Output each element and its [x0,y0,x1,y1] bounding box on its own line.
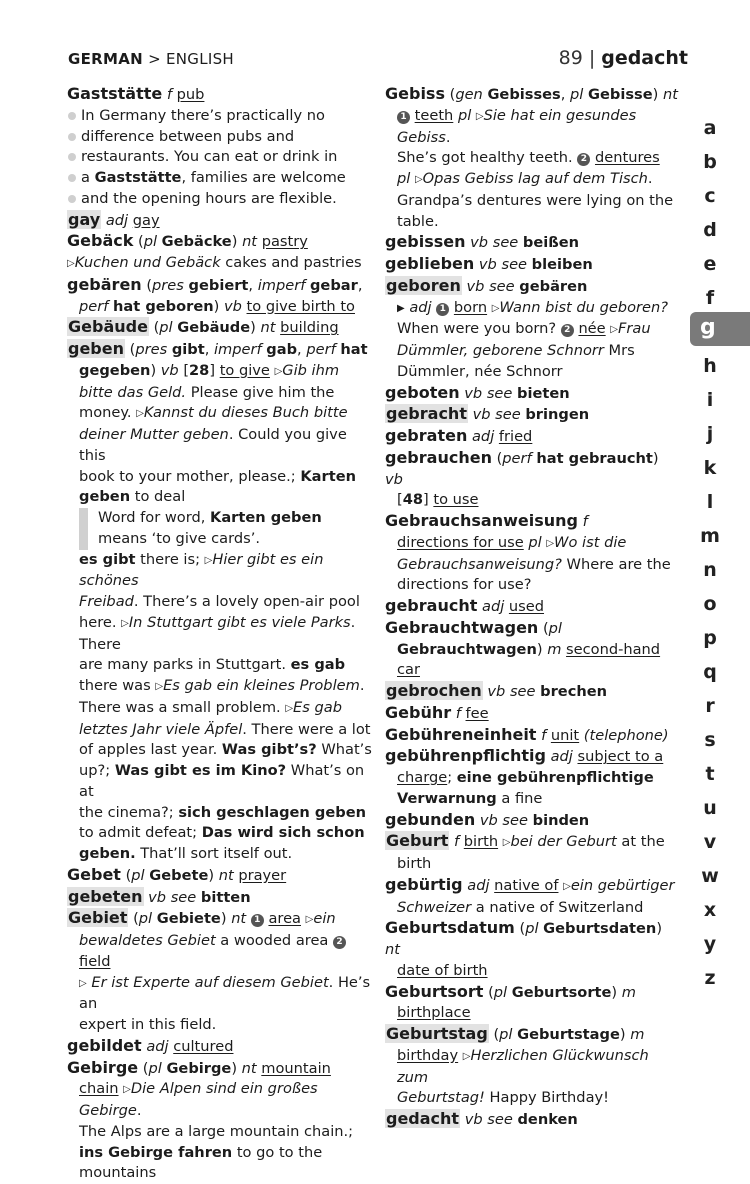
entry-gebuehreneinheit: Gebühreneinheit f unit (telephone) [385,725,681,747]
entry-gebaeck: Gebäck (pl Gebäcke) nt pastry ▷Kuchen und Gebäck cakes and pastries [67,231,373,275]
alphabet-letter-f[interactable]: f [690,287,730,309]
entry-gebrochen: gebrochen vb see brechen [385,681,681,703]
alphabet-letter-l[interactable]: l [690,491,730,513]
alphabet-letter-e[interactable]: e [690,253,730,275]
dictionary-column-right [385,84,681,1131]
entry-gebaeude: Gebäude (pl Gebäude) nt building [67,317,373,339]
alphabet-letter-o[interactable]: o [690,593,730,615]
alphabet-letter-j[interactable]: j [690,423,730,445]
entry-gebeten: gebeten vb see bitten [67,887,373,909]
header-language-direction: GERMAN > ENGLISH [68,50,234,68]
entry-geblieben: geblieben vb see bleiben [385,254,681,276]
alphabet-letter-z[interactable]: z [690,967,730,989]
entry-gebrauchtwagen: Gebrauchtwagen (pl Gebrauchtwagen) m second-hand car [385,618,681,681]
entry-gebiss: Gebiss (gen Gebisses, pl Gebisse) nt 1 teeth pl ▷Sie hat ein gesundes Gebiss. She’s got healthy teeth. 2 dentures pl ▷Opas Gebiss lag auf dem Tisch. Grandpa’s dentures were lying on the table. [385,84,681,232]
alphabet-letter-b[interactable]: b [690,151,730,173]
entry-gebildet: gebildet adj cultured [67,1036,373,1058]
alphabet-letter-m[interactable]: m [690,525,730,547]
culture-note: In Germany there’s practically no difference between pubs and restaurants. You can eat or drink in a Gaststätte, families are welcome and the opening hours are flexible. [67,106,373,210]
entry-geburtsort: Geburtsort (pl Geburtsorte) m birthplace [385,982,681,1025]
alphabet-letter-s[interactable]: s [690,729,730,751]
entry-gebissen: gebissen vb see beißen [385,232,681,254]
entry-geburt: Geburt f birth ▷bei der Geburt at the birth [385,831,681,875]
alphabet-letter-u[interactable]: u [690,797,730,819]
entry-gebuehr: Gebühr f fee [385,703,681,725]
alphabet-letter-x[interactable]: x [690,899,730,921]
entry-geboren: geboren vb see gebären ▶ adj 1 born ▷Wann bist du geboren? When were you born? 2 née ▷Frau Dümmler, geborene Schnorr Mrs Dümmler, née Schnorr [385,276,681,383]
entry-gebracht: gebracht vb see bringen [385,404,681,426]
alphabet-letter-p[interactable]: p [690,627,730,649]
entry-gaststaette: Gaststätte f pub [67,84,373,106]
header-keyword: gedacht [601,47,688,69]
active-letter-tab[interactable]: g [690,312,750,346]
alphabet-letter-h[interactable]: h [690,355,730,377]
entry-geben: geben (pres gibt, imperf gab, perf hat gegeben) vb [28] to give ▷Gib ihm bitte das Geld. Please give him the money. ▷Kannst du dieses Buch bitte deiner Mutter geben. Could you give this book to your mother, please.; Karten geben to deal Word for word, Karten geben means ‘to give cards’. es gibt there is; ▷Hier gibt es ein schönes Freibad. There’s a lovely open-air pool here. ▷In Stuttgart gibt es viele Parks. There are many parks in Stuttgart. es gab there was ▷Es gab ein kleines Problem. There was a small problem. ▷Es gab letztes Jahr viele Äpfel. There were a lot of apples last year. Was gibt’s? What’s up?; Was gibt es im Kino? What’s on at the cinema?; sich geschlagen geben to admit defeat; Das wird sich schon geben. That’ll sort itself out. [67,339,373,865]
entry-gebaeren: gebären (pres gebiert, imperf gebar, perf hat geboren) vb to give birth to [67,275,373,318]
alphabet-letter-t[interactable]: t [690,763,730,785]
alphabet-letter-v[interactable]: v [690,831,730,853]
entry-gebuertig: gebürtig adj native of ▷ein gebürtiger Schweizer a native of Switzerland [385,875,681,919]
dictionary-column-left [67,84,373,1184]
alphabet-letter-a[interactable]: a [690,117,730,139]
entry-geburtsdatum: Geburtsdatum (pl Geburtsdaten) nt date of birth [385,918,681,981]
entry-gebirge: Gebirge (pl Gebirge) nt mountain chain ▷Die Alpen sind ein großes Gebirge. The Alps are a large mountain chain.; ins Gebirge fahren to go to the mountains [67,1058,373,1184]
alphabet-letter-d[interactable]: d [690,219,730,241]
alphabet-letter-i[interactable]: i [690,389,730,411]
entry-geboten: geboten vb see bieten [385,383,681,405]
header-page-info: 89 | gedacht [559,47,688,69]
entry-gedacht: gedacht vb see denken [385,1109,681,1131]
entry-geburtstag: Geburtstag (pl Geburtstage) m birthday ▷Herzlichen Glückwunsch zum Geburtstag! Happy Birthday! [385,1024,681,1109]
word-note: Word for word, Karten geben means ‘to give cards’. [79,508,373,550]
alphabet-letter-w[interactable]: w [690,865,730,887]
alphabet-letter-n[interactable]: n [690,559,730,581]
entry-gay: gay adj gay [67,210,373,232]
entry-gebraten: gebraten adj fried [385,426,681,448]
alphabet-letter-q[interactable]: q [690,661,730,683]
entry-gebiet: Gebiet (pl Gebiete) nt 1 area ▷ein bewaldetes Gebiet a wooded area 2 field ▷ Er ist Experte auf diesem Gebiet. He’s an expert in this field. [67,908,373,1036]
alphabet-letter-r[interactable]: r [690,695,730,717]
entry-gebet: Gebet (pl Gebete) nt prayer [67,865,373,887]
alphabet-letter-c[interactable]: c [690,185,730,207]
alphabet-letter-k[interactable]: k [690,457,730,479]
entry-gebraucht: gebraucht adj used [385,596,681,618]
entry-gebrauchsanweisung: Gebrauchsanweisung f directions for use pl ▷Wo ist die Gebrauchsanweisung? Where are the directions for use? [385,511,681,596]
page-number: 89 [559,47,583,69]
entry-gebuehrenpflichtig: gebührenpflichtig adj subject to a charge; eine gebührenpflichtige Verwarnung a fine [385,746,681,809]
entry-gebrauchen: gebrauchen (perf hat gebraucht) vb [48] to use [385,448,681,511]
entry-gebunden: gebunden vb see binden [385,810,681,832]
alphabet-letter-y[interactable]: y [690,933,730,955]
